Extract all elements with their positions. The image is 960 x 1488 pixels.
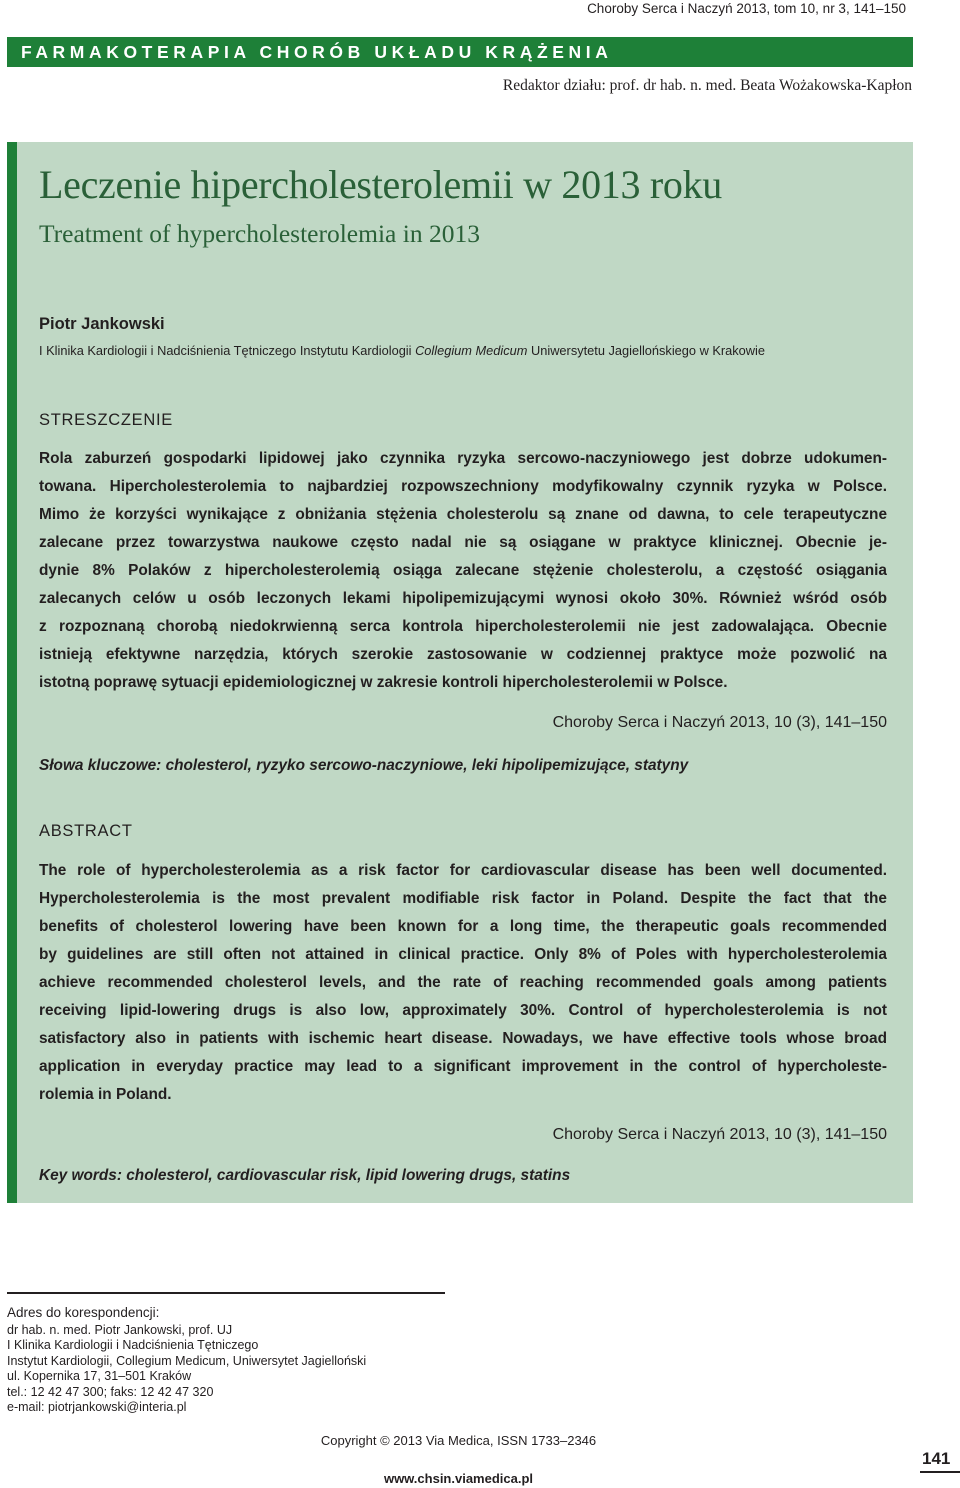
streszczenie-line: towana. Hipercholesterolemia to najbardziej rozpowszechniony modyfikowalny czynnik ryzyka w Polsce. <box>39 478 887 495</box>
correspondence-line: tel.: 12 42 47 300; faks: 12 42 47 320 <box>7 1384 214 1399</box>
affiliation-part1: I Klinika Kardiologii i Nadciśnienia Tętniczego Instytutu Kardiologii <box>39 343 416 358</box>
abstract-line: by guidelines are still often not attained in clinical practice. Only 8% of Poles with hypercholesterolemia <box>39 946 887 963</box>
streszczenie-line: Rola zaburzeń gospodarki lipidowej jako czynnika ryzyka sercowo-naczyniowego jest dobrze udokumen- <box>39 450 887 467</box>
streszczenie-heading: STRESZCZENIE <box>39 411 173 429</box>
abstract-line: The role of hypercholesterolemia as a risk factor for cardiovascular disease has been well documented. <box>39 862 887 879</box>
correspondence-block <box>7 1305 366 1416</box>
abstract-body <box>39 857 887 1109</box>
abstract-line: benefits of cholesterol lowering have been known for a long time, the therapeutic goals recommended <box>39 918 887 935</box>
section-band-label: FARMAKOTERAPIA CHORÓB UKŁADU KRĄŻENIA <box>21 42 613 62</box>
streszczenie-line: Mimo że korzyści wynikające z obniżania stężenia cholesterolu są znane od dawna, to cele terapeutyczne <box>39 506 887 523</box>
keywords-pl: Słowa kluczowe: cholesterol, ryzyko sercowo-naczyniowe, leki hipolipemizujące, statyny <box>39 757 689 774</box>
abstract-line: receiving lipid-lowering drugs is also low, approximately 30%. Control of hypercholesterolemia is not <box>39 1002 887 1019</box>
streszczenie-line: istnieją efektywne narzędzia, których szerokie zastosowanie w codziennej praktyce może pozwolić na <box>39 646 887 663</box>
author-affiliation <box>39 343 765 358</box>
abstract-heading: ABSTRACT <box>39 822 133 840</box>
correspondence-line: Instytut Kardiologii, Collegium Medicum, Uniwersytet Jagielloński <box>7 1353 367 1368</box>
panel-left-edge <box>7 142 17 1203</box>
abstract-line: achieve recommended cholesterol levels, and the rate of reaching recommended goals among patients <box>39 974 887 991</box>
abstract-line: Hypercholesterolemia is the most prevalent modifiable risk factor in Poland. Despite the fact that the <box>39 890 887 907</box>
streszczenie-body <box>39 445 887 697</box>
page-number: 141 <box>922 1449 951 1468</box>
article-title-pl: Leczenie hipercholesterolemii w 2013 roku <box>39 162 722 207</box>
abstract-line: satisfactory also in patients with ischemic heart disease. Nowadays, we have effective tools whose broad <box>39 1030 887 1047</box>
affiliation-italic: Collegium Medicum <box>415 343 528 358</box>
section-editor: Redaktor działu: prof. dr hab. n. med. Beata Wożakowska-Kapłon <box>502 77 912 94</box>
abstract-line: application in everyday practice may lead to a significant improvement in the control of hypercholeste- <box>39 1058 887 1075</box>
section-band <box>7 37 913 67</box>
affiliation-part2: Uniwersytetu Jagiellońskiego w Krakowie <box>527 343 765 358</box>
streszczenie-citation: Choroby Serca i Naczyń 2013, 10 (3), 141–150 <box>552 714 887 731</box>
streszczenie-line: dynie 8% Polaków z hipercholesterolemią osiąga zalecane stężenie cholesterolu, a częstość osiągania <box>39 562 887 579</box>
author-name: Piotr Jankowski <box>39 315 165 333</box>
streszczenie-line: zalecane przez towarzystwa naukowe często nadal nie są osiągane w praktyce klinicznej. Obecnie je- <box>39 534 887 551</box>
abstract-line: rolemia in Poland. <box>39 1086 172 1103</box>
copyright-notice: Copyright © 2013 Via Medica, ISSN 1733–2346 <box>320 1433 597 1448</box>
correspondence-line: dr hab. n. med. Piotr Jankowski, prof. UJ <box>7 1322 233 1337</box>
correspondence-title: Adres do korespondencji: <box>7 1305 160 1320</box>
correspondence-rule <box>7 1292 445 1294</box>
page-number-rule <box>920 1471 960 1473</box>
correspondence-email[interactable]: e-mail: piotrjankowski@interia.pl <box>7 1400 187 1414</box>
abstract-citation: Choroby Serca i Naczyń 2013, 10 (3), 141–150 <box>552 1126 887 1143</box>
streszczenie-line: z rozpoznaną chorobą niedokrwienną serca kontrola hipercholesterolemii nie jest zadowalająca. Obecnie <box>39 618 887 635</box>
keywords-en: Key words: cholesterol, cardiovascular risk, lipid lowering drugs, statins <box>39 1167 571 1184</box>
correspondence-line: ul. Kopernika 17, 31–501 Kraków <box>7 1369 192 1383</box>
streszczenie-line: istotną poprawę sytuacji epidemiologicznej w zakresie kontroli hipercholesterolemii w Polsce. <box>39 674 728 691</box>
journal-website-link[interactable]: www.chsin.viamedica.pl <box>383 1471 534 1486</box>
running-head: Choroby Serca i Naczyń 2013, tom 10, nr 3, 141–150 <box>587 1 906 16</box>
article-title-en: Treatment of hypercholesterolemia in 2013 <box>39 219 480 248</box>
correspondence-line: I Klinika Kardiologii i Nadciśnienia Tętniczego <box>7 1338 259 1352</box>
streszczenie-line: zalecanych celów u osób leczonych lekami hipolipemizującymi wynosi około 30%. Również wśród osób <box>39 590 887 607</box>
